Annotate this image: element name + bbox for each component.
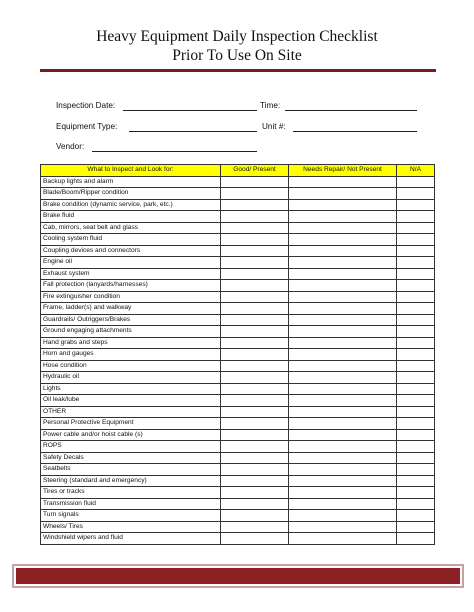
title-divider [40, 69, 436, 72]
needs-repair-cell[interactable] [289, 337, 397, 349]
needs-repair-cell[interactable] [289, 176, 397, 188]
needs-repair-cell[interactable] [289, 487, 397, 499]
good-present-cell[interactable] [221, 326, 289, 338]
na-cell[interactable] [397, 268, 435, 280]
column-header-na: N/A [397, 165, 435, 177]
good-present-cell[interactable] [221, 199, 289, 211]
inspection-item-label: Horn and gauges [41, 349, 221, 361]
inspection-item-label: Power cable and/or hoist cable (s) [41, 429, 221, 441]
na-cell[interactable] [397, 452, 435, 464]
unit-label: Unit #: [262, 122, 286, 131]
good-present-cell[interactable] [221, 406, 289, 418]
good-present-cell[interactable] [221, 337, 289, 349]
good-present-cell[interactable] [221, 418, 289, 430]
na-cell[interactable] [397, 211, 435, 223]
table-row [41, 441, 435, 453]
table-row [41, 521, 435, 533]
needs-repair-cell[interactable] [289, 395, 397, 407]
inspection-item-label: Frame, ladder(s) and walkway [41, 303, 221, 315]
vendor-field[interactable] [92, 151, 257, 152]
inspection-item-label: ROPS [41, 441, 221, 453]
inspection-item-label: Brake condition (dynamic service, park, etc.) [41, 199, 221, 211]
good-present-cell[interactable] [221, 441, 289, 453]
na-cell[interactable] [397, 533, 435, 545]
table-row [41, 418, 435, 430]
inspection-item-label: Personal Protective Equipment [41, 418, 221, 430]
na-cell[interactable] [397, 199, 435, 211]
needs-repair-cell[interactable] [289, 349, 397, 361]
time-field[interactable] [285, 110, 417, 111]
na-cell[interactable] [397, 418, 435, 430]
time-label: Time: [260, 101, 281, 110]
needs-repair-cell[interactable] [289, 372, 397, 384]
footer-bar [16, 568, 460, 584]
good-present-cell[interactable] [221, 222, 289, 234]
na-cell[interactable] [397, 360, 435, 372]
table-row [41, 234, 435, 246]
inspection-date-field[interactable] [123, 110, 257, 111]
good-present-cell[interactable] [221, 498, 289, 510]
na-cell[interactable] [397, 280, 435, 292]
inspection-item-label: OTHER [41, 406, 221, 418]
table-row [41, 475, 435, 487]
needs-repair-cell[interactable] [289, 314, 397, 326]
table-row [41, 245, 435, 257]
table-row [41, 303, 435, 315]
needs-repair-cell[interactable] [289, 383, 397, 395]
inspection-date-label: Inspection Date: [56, 101, 116, 110]
na-cell[interactable] [397, 521, 435, 533]
inspection-item-label: Coupling devices and connectors [41, 245, 221, 257]
needs-repair-cell[interactable] [289, 303, 397, 315]
table-row [41, 199, 435, 211]
inspection-item-label: Guardrails/ Outriggers/Brakes [41, 314, 221, 326]
na-cell[interactable] [397, 303, 435, 315]
needs-repair-cell[interactable] [289, 521, 397, 533]
column-header-good: Good/ Present [221, 165, 289, 177]
needs-repair-cell[interactable] [289, 234, 397, 246]
table-row [41, 487, 435, 499]
na-cell[interactable] [397, 441, 435, 453]
inspection-item-label: Fall protection (lanyards/harnesses) [41, 280, 221, 292]
table-row [41, 188, 435, 200]
equipment-type-field[interactable] [129, 131, 257, 132]
needs-repair-cell[interactable] [289, 533, 397, 545]
table-row [41, 337, 435, 349]
na-cell[interactable] [397, 475, 435, 487]
na-cell[interactable] [397, 395, 435, 407]
na-cell[interactable] [397, 498, 435, 510]
table-row [41, 452, 435, 464]
good-present-cell[interactable] [221, 257, 289, 269]
table-row [41, 406, 435, 418]
table-row [41, 176, 435, 188]
na-cell[interactable] [397, 337, 435, 349]
table-row [41, 533, 435, 545]
inspection-item-label: Oil leak/lube [41, 395, 221, 407]
table-row [41, 326, 435, 338]
na-cell[interactable] [397, 406, 435, 418]
table-row [41, 268, 435, 280]
na-cell[interactable] [397, 372, 435, 384]
inspection-item-label: Backup lights and alarm [41, 176, 221, 188]
table-row [41, 291, 435, 303]
needs-repair-cell[interactable] [289, 475, 397, 487]
good-present-cell[interactable] [221, 211, 289, 223]
inspection-item-label: Tires or tracks [41, 487, 221, 499]
table-row [41, 395, 435, 407]
good-present-cell[interactable] [221, 395, 289, 407]
good-present-cell[interactable] [221, 314, 289, 326]
column-header-item: What to Inspect and Look for: [41, 165, 221, 177]
inspection-item-label: Windshield wipers and fluid [41, 533, 221, 545]
good-present-cell[interactable] [221, 510, 289, 522]
good-present-cell[interactable] [221, 176, 289, 188]
na-cell[interactable] [397, 188, 435, 200]
inspection-item-label: Fire extinguisher condition [41, 291, 221, 303]
na-cell[interactable] [397, 314, 435, 326]
inspection-item-label: Cooling system fluid [41, 234, 221, 246]
needs-repair-cell[interactable] [289, 510, 397, 522]
needs-repair-cell[interactable] [289, 188, 397, 200]
table-row [41, 280, 435, 292]
needs-repair-cell[interactable] [289, 360, 397, 372]
inspection-item-label: Hydraulic oil [41, 372, 221, 384]
inspection-item-label: Lights [41, 383, 221, 395]
inspection-item-label: Seatbelts [41, 464, 221, 476]
footer-band [12, 564, 464, 588]
needs-repair-cell[interactable] [289, 222, 397, 234]
good-present-cell[interactable] [221, 303, 289, 315]
inspection-item-label: Hose condition [41, 360, 221, 372]
good-present-cell[interactable] [221, 188, 289, 200]
na-cell[interactable] [397, 291, 435, 303]
good-present-cell[interactable] [221, 533, 289, 545]
needs-repair-cell[interactable] [289, 441, 397, 453]
document-subtitle: Prior To Use On Site [172, 47, 302, 64]
document-title: Heavy Equipment Daily Inspection Checklist [96, 28, 378, 45]
table-row [41, 383, 435, 395]
good-present-cell[interactable] [221, 521, 289, 533]
na-cell[interactable] [397, 510, 435, 522]
unit-number-field[interactable] [293, 131, 417, 132]
needs-repair-cell[interactable] [289, 280, 397, 292]
good-present-cell[interactable] [221, 349, 289, 361]
column-header-needs-repair: Needs Repair/ Not Present [289, 165, 397, 177]
na-cell[interactable] [397, 487, 435, 499]
good-present-cell[interactable] [221, 245, 289, 257]
na-cell[interactable] [397, 257, 435, 269]
inspection-item-label: Turn signals [41, 510, 221, 522]
good-present-cell[interactable] [221, 360, 289, 372]
needs-repair-cell[interactable] [289, 257, 397, 269]
good-present-cell[interactable] [221, 372, 289, 384]
na-cell[interactable] [397, 464, 435, 476]
inspection-item-label: Hand grabs and steps [41, 337, 221, 349]
inspection-item-label: Ground engaging attachments [41, 326, 221, 338]
needs-repair-cell[interactable] [289, 429, 397, 441]
table-header-row [41, 165, 435, 177]
na-cell[interactable] [397, 429, 435, 441]
needs-repair-cell[interactable] [289, 268, 397, 280]
good-present-cell[interactable] [221, 452, 289, 464]
table-row [41, 349, 435, 361]
needs-repair-cell[interactable] [289, 326, 397, 338]
table-row [41, 429, 435, 441]
good-present-cell[interactable] [221, 429, 289, 441]
table-row [41, 314, 435, 326]
inspection-item-label: Cab, mirrors, seat belt and glass [41, 222, 221, 234]
table-row [41, 498, 435, 510]
inspection-checklist-table [40, 164, 435, 545]
needs-repair-cell[interactable] [289, 452, 397, 464]
na-cell[interactable] [397, 245, 435, 257]
inspection-item-label: Exhaust system [41, 268, 221, 280]
good-present-cell[interactable] [221, 234, 289, 246]
good-present-cell[interactable] [221, 475, 289, 487]
needs-repair-cell[interactable] [289, 406, 397, 418]
table-row [41, 360, 435, 372]
needs-repair-cell[interactable] [289, 291, 397, 303]
good-present-cell[interactable] [221, 291, 289, 303]
inspection-item-label: Transmission fluid [41, 498, 221, 510]
na-cell[interactable] [397, 222, 435, 234]
inspection-item-label: Wheels/ Tires [41, 521, 221, 533]
table-row [41, 510, 435, 522]
inspection-item-label: Engine oil [41, 257, 221, 269]
na-cell[interactable] [397, 383, 435, 395]
inspection-item-label: Blade/Boom/Ripper condition [41, 188, 221, 200]
needs-repair-cell[interactable] [289, 464, 397, 476]
needs-repair-cell[interactable] [289, 498, 397, 510]
table-row [41, 372, 435, 384]
table-row [41, 464, 435, 476]
table-row [41, 211, 435, 223]
table-row [41, 222, 435, 234]
table-row [41, 257, 435, 269]
equipment-type-label: Equipment Type: [56, 122, 118, 131]
vendor-label: Vendor: [56, 142, 85, 151]
needs-repair-cell[interactable] [289, 418, 397, 430]
good-present-cell[interactable] [221, 268, 289, 280]
needs-repair-cell[interactable] [289, 245, 397, 257]
good-present-cell[interactable] [221, 464, 289, 476]
inspection-item-label: Brake fluid [41, 211, 221, 223]
na-cell[interactable] [397, 326, 435, 338]
na-cell[interactable] [397, 349, 435, 361]
needs-repair-cell[interactable] [289, 211, 397, 223]
good-present-cell[interactable] [221, 383, 289, 395]
na-cell[interactable] [397, 176, 435, 188]
inspection-item-label: Safety Decals [41, 452, 221, 464]
inspection-item-label: Steering (standard and emergency) [41, 475, 221, 487]
good-present-cell[interactable] [221, 487, 289, 499]
good-present-cell[interactable] [221, 280, 289, 292]
needs-repair-cell[interactable] [289, 199, 397, 211]
na-cell[interactable] [397, 234, 435, 246]
